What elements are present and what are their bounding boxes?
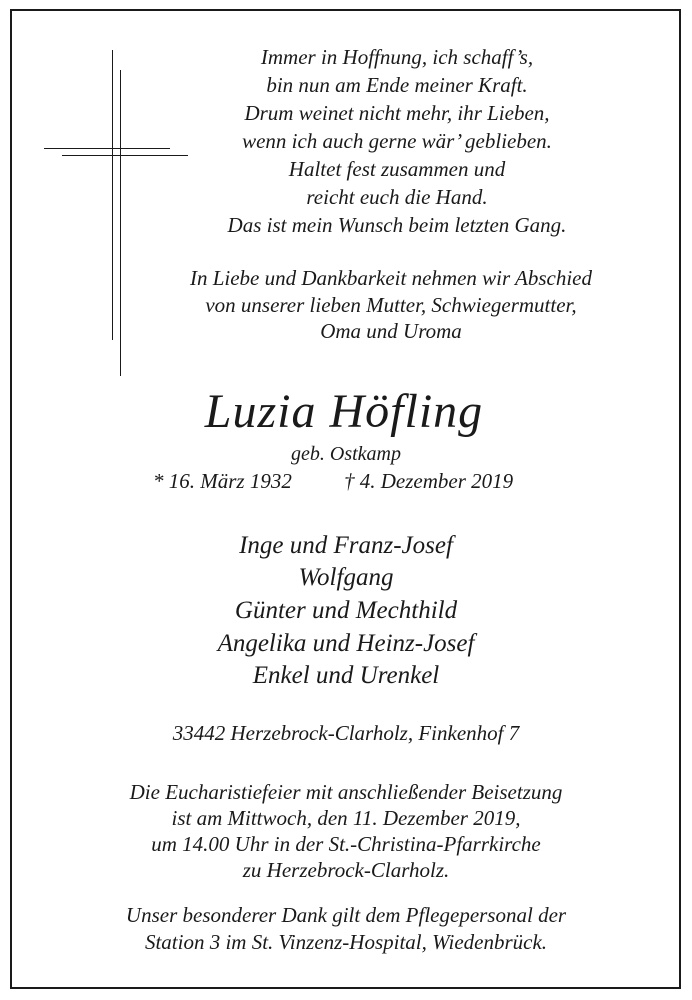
intro-line: In Liebe und Dankbarkeit nehmen wir Abschied (189, 266, 593, 290)
poem-line: Drum weinet nicht mehr, ihr Lieben, (244, 101, 550, 125)
deceased-name: Luzia Höfling (204, 385, 484, 438)
intro-line: Oma und Uroma (320, 319, 462, 343)
family-member: Inge und Franz-Josef (239, 532, 453, 559)
thanks-line: Station 3 im St. Vinzenz-Hospital, Wiedenbrück. (144, 930, 548, 954)
thanks-line: Unser besonderer Dank gilt dem Pflegepersonal der (125, 903, 567, 927)
service-line: Die Eucharistiefeier mit anschließender Beisetzung (129, 780, 563, 804)
family-member: Angelika und Heinz-Josef (217, 630, 475, 657)
poem-line: bin nun am Ende meiner Kraft. (266, 73, 528, 97)
service-line: ist am Mittwoch, den 11. Dezember 2019, (171, 806, 521, 830)
poem-line: reicht euch die Hand. (306, 185, 488, 209)
family-member: Günter und Mechthild (234, 597, 458, 624)
poem-line: wenn ich auch gerne wär’ geblieben. (242, 129, 552, 153)
poem-line: Haltet fest zusammen und (288, 157, 506, 181)
poem-line: Das ist mein Wunsch beim letzten Gang. (227, 213, 567, 237)
poem-line: Immer in Hoffnung, ich schaff’s, (260, 45, 534, 69)
family-member: Wolfgang (298, 564, 394, 591)
family-member: Enkel und Urenkel (252, 662, 440, 689)
death-date: † 4. Dezember 2019 (344, 469, 514, 493)
intro-line: von unserer lieben Mutter, Schwiegermutter, (205, 293, 577, 317)
address: 33442 Herzebrock-Clarholz, Finkenhof 7 (172, 721, 520, 745)
maiden-name: geb. Ostkamp (291, 443, 401, 465)
service-line: um 14.00 Uhr in der St.-Christina-Pfarrkirche (151, 832, 541, 856)
birth-date: * 16. März 1932 (153, 469, 292, 493)
service-line: zu Herzebrock-Clarholz. (242, 858, 450, 882)
